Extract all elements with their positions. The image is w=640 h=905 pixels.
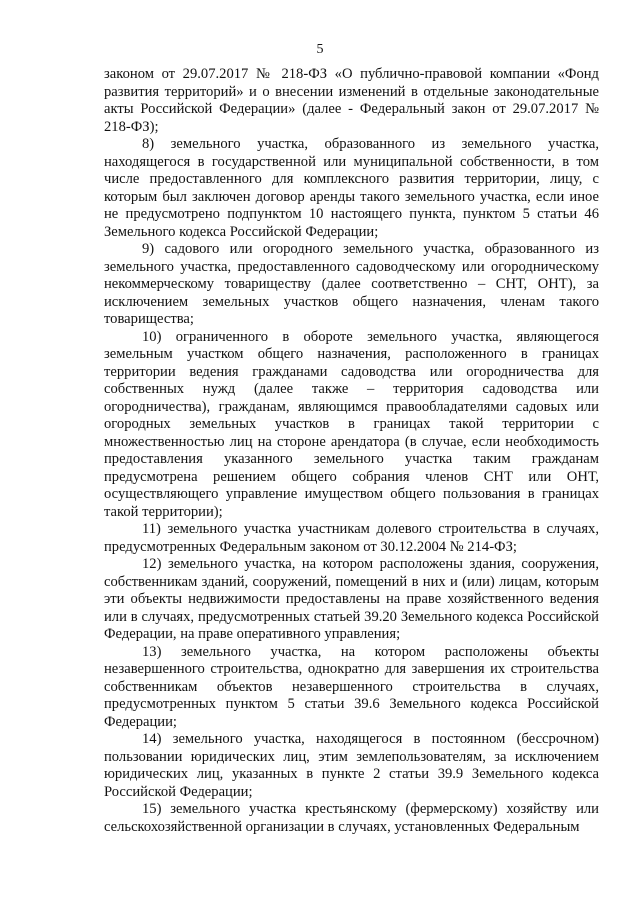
paragraph-item-10: 10) ограниченного в обороте земельного участка, являющегося земельным участком общего назначения, расположенного в границах территории ведения гражданами садоводства или огородничества для собственных нужд (далее также – территория садоводства или огородничества), гражданам, являющимся правообладателями садовых или огородных земельных участков в границах такой территории с множественностью лиц на стороне арендатора (в случае, если необходимость предоставления указанного земельного участка таким гражданам предусмотрена решением общего собрания членов СНТ или ОНТ, осуществляющего управление имуществом общего пользования в границах такой территории); bbox=[104, 328, 599, 520]
paragraph-item-12: 12) земельного участка, на котором расположены здания, сооружения, собственникам зданий, сооружений, помещений в них и (или) лицам, которым эти объекты недвижимости предоставлены на праве хозяйственного ведения или в случаях, предусмотренных статьей 39.20 Земельного кодекса Российской Федерации, на праве оперативного управления; bbox=[104, 556, 599, 642]
paragraph-item-13: 13) земельного участка, на котором расположены объекты незавершенного строительства, однократно для завершения их строительства собственникам объектов незавершенного строительства в случаях, предусмотренных пунктом 5 статьи 39.6 Земельного кодекса Российской Федерации; bbox=[104, 643, 599, 730]
paragraph-item-9: 9) садового или огородного земельного участка, образованного из земельного участка, предоставленного садоводческому или огородническому некоммерческому товариществу (далее соответственно – СНТ, ОНТ), за исключением земельных участков общего назначения, членам такого товарищества; bbox=[104, 241, 599, 327]
paragraph-item-11: 11) земельного участка участникам долевого строительства в случаях, предусмотренных Федеральным законом от 30.12.2004 № 214-ФЗ; bbox=[104, 521, 599, 555]
page-number: 5 bbox=[316, 42, 324, 57]
paragraph-item-15: 15) земельного участка крестьянскому (фермерскому) хозяйству или сельскохозяйственной организации в случаях, установленных Федеральным bbox=[104, 801, 599, 835]
paragraph-item-8: 8) земельного участка, образованного из земельного участка, находящегося в государственной или муниципальной собственности, в том числе предоставленного для комплексного развития территории, лицу, с которым был заключен договор аренды такого земельного участка, если иное не предусмотрено подпунктом 10 настоящего пункта, пунктом 5 статьи 46 Земельного кодекса Российской Федерации; bbox=[104, 136, 599, 240]
paragraph-item-14: 14) земельного участка, находящегося в постоянном (бессрочном) пользовании юридических лиц, этим землепользователям, за исключением юридических лиц, указанных в пункте 2 статьи 39.9 Земельного кодекса Российской Федерации; bbox=[104, 731, 599, 800]
document-body bbox=[104, 66, 599, 836]
paragraph-continuation: законом от 29.07.2017 № 218-ФЗ «О публично-правовой компании «Фонд развития территорий» и о внесении изменений в отдельные законодательные акты Российской Федерации» (далее - Федеральный закон от 29.07.2017 № 218-ФЗ); bbox=[104, 66, 599, 135]
